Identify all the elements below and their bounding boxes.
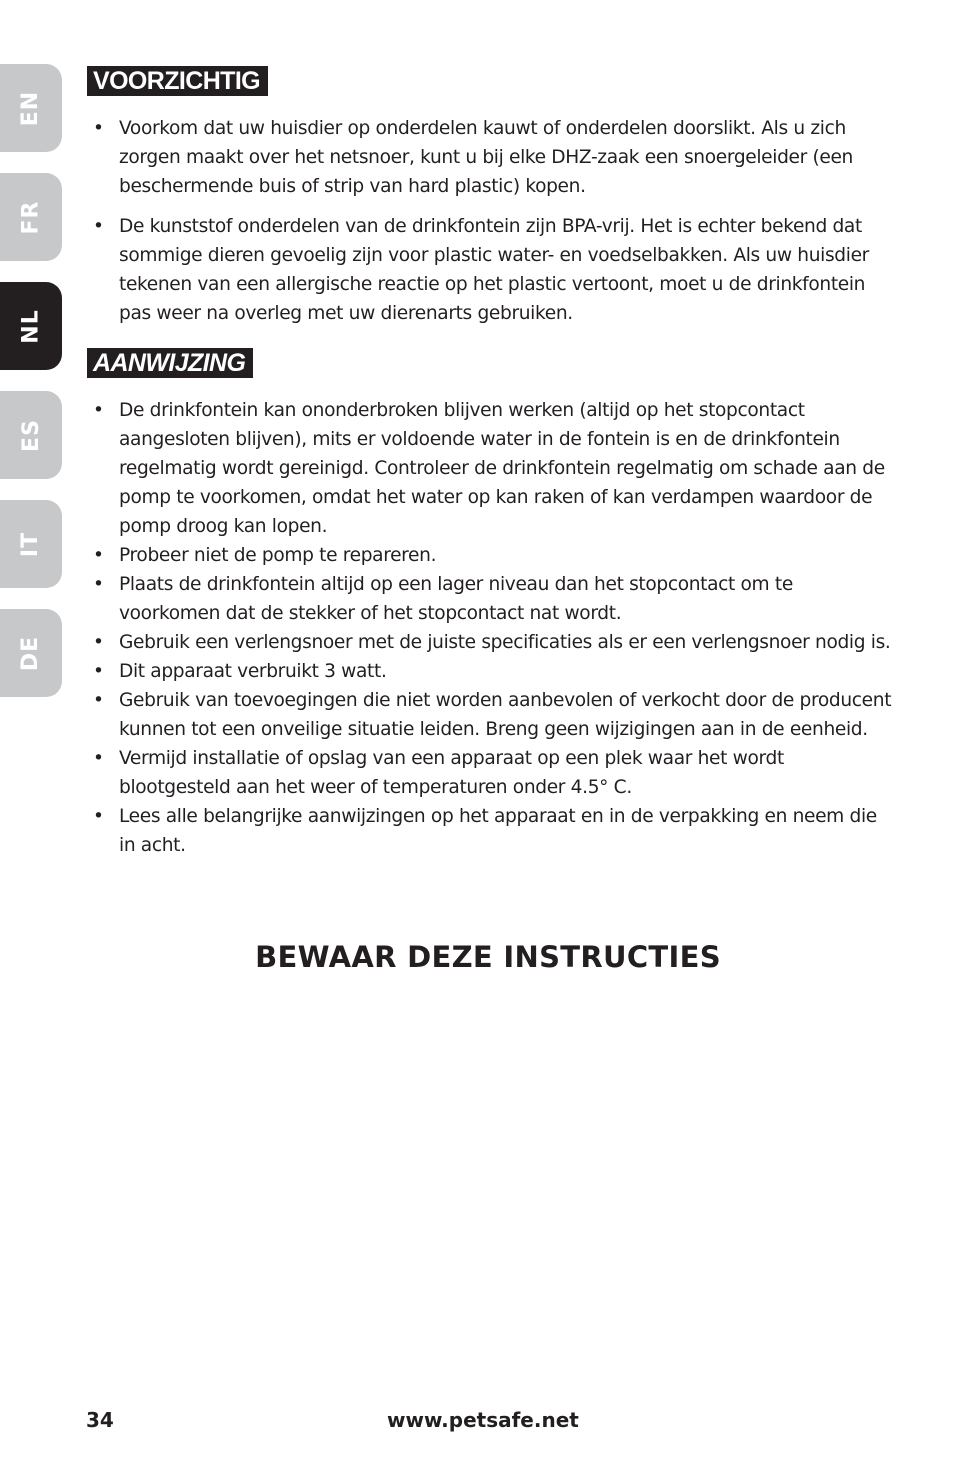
tab-fr-label: FR bbox=[18, 200, 44, 234]
save-instructions-title: BEWAAR DEZE INSTRUCTIES bbox=[255, 940, 721, 974]
tab-it-label: IT bbox=[18, 531, 44, 557]
list-item: • Gebruik van toevoegingen die niet worden aanbevolen of verkocht door de producent kunnen tot een onveilige situatie leiden. Breng geen wijzigingen aan in de eenheid. bbox=[91, 686, 897, 744]
caution-list bbox=[91, 114, 897, 339]
tab-es[interactable] bbox=[0, 391, 62, 479]
tab-nl[interactable] bbox=[0, 282, 62, 370]
tab-es-label: ES bbox=[18, 418, 44, 452]
list-item: • De drinkfontein kan ononderbroken blijven werken (altijd op het stopcontact aangesloten blijven), mits er voldoende water in de fontein is en de drinkfontein regelmatig wordt gereinigd. Controleer de drinkfontein regelmatig om schade aan de pomp te voorkomen, omdat het water op kan raken of kan verdampen waardoor de pomp droog kan lopen. bbox=[91, 396, 897, 541]
list-item: • Voorkom dat uw huisdier op onderdelen kauwt of onderdelen doorslikt. Als u zich zorgen maakt over het netsnoer, kunt u bij elke DHZ-zaak een snoergeleider (een beschermende buis of strip van hard plastic) kopen. bbox=[91, 114, 897, 201]
tab-fr[interactable] bbox=[0, 173, 62, 261]
tab-en[interactable] bbox=[0, 64, 62, 152]
tab-en-label: EN bbox=[18, 90, 44, 126]
caution-heading: VOORZICHTIG bbox=[87, 66, 268, 96]
tab-it[interactable] bbox=[0, 500, 62, 588]
tab-de[interactable] bbox=[0, 609, 62, 697]
list-item: • Gebruik een verlengsnoer met de juiste specificaties als er een verlengsnoer nodig is. bbox=[91, 628, 897, 657]
list-item: • Dit apparaat verbruikt 3 watt. bbox=[91, 657, 897, 686]
list-item: • Lees alle belangrijke aanwijzingen op het apparaat en in de verpakking en neem die in acht. bbox=[91, 802, 897, 860]
notice-list bbox=[91, 396, 897, 860]
notice-heading: AANWIJZING bbox=[87, 348, 253, 378]
list-item: • Probeer niet de pomp te repareren. bbox=[91, 541, 897, 570]
website-link[interactable]: www.petsafe.net bbox=[387, 1408, 579, 1432]
tab-de-label: DE bbox=[18, 635, 44, 671]
list-item: • Plaats de drinkfontein altijd op een lager niveau dan het stopcontact om te voorkomen dat de stekker of het stopcontact nat wordt. bbox=[91, 570, 897, 628]
tab-nl-label: NL bbox=[18, 308, 44, 344]
list-item: • De kunststof onderdelen van de drinkfontein zijn BPA-vrij. Het is echter bekend dat sommige dieren gevoelig zijn voor plastic water- en voedselbakken. Als uw huisdier tekenen van een allergische reactie op het plastic vertoont, moet u de drinkfontein pas weer na overleg met uw dierenarts gebruiken. bbox=[91, 212, 897, 328]
list-item: • Vermijd installatie of opslag van een apparaat op een plek waar het wordt blootgesteld aan het weer of temperaturen onder 4.5° C. bbox=[91, 744, 897, 802]
page-number: 34 bbox=[86, 1408, 114, 1432]
